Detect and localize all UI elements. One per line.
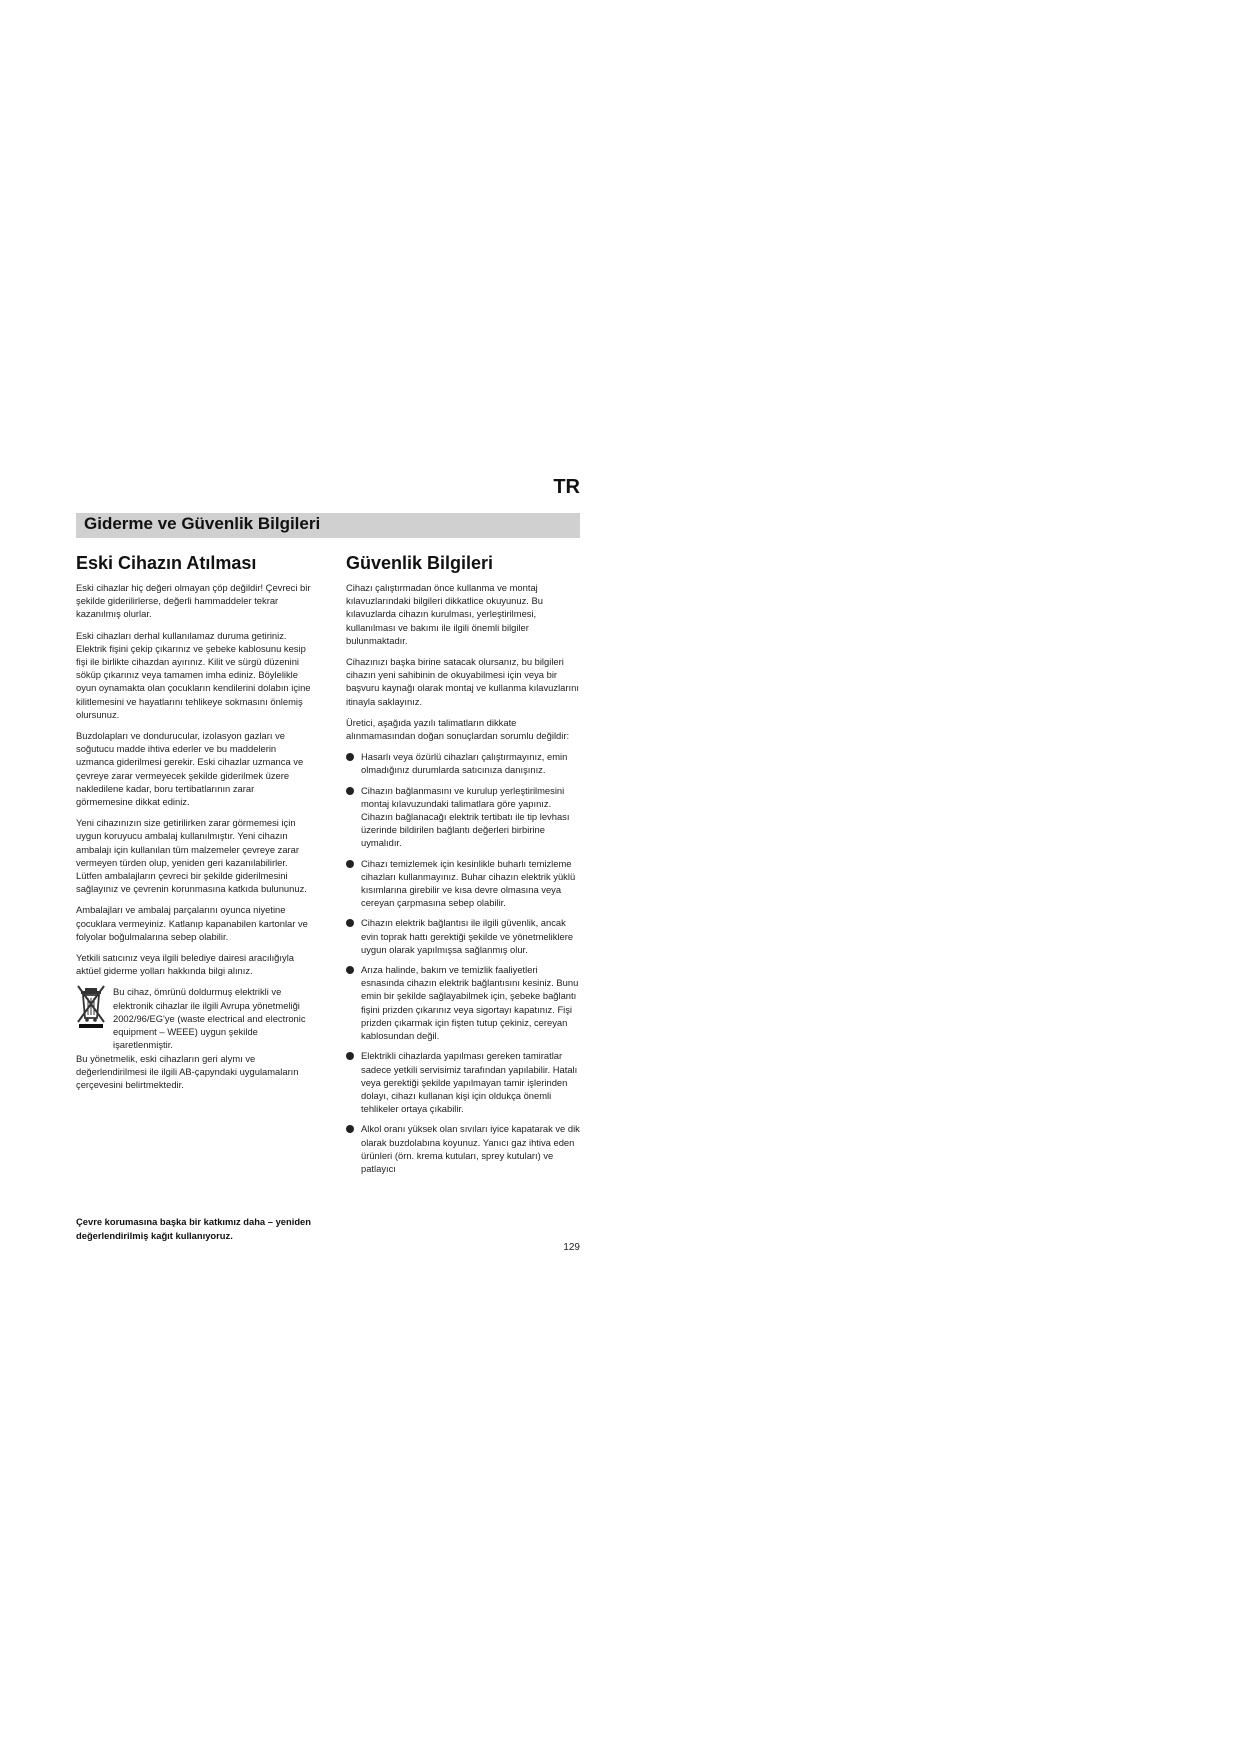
list-item-text: Arıza halinde, bakım ve temizlik faaliyetleri esnasında cihazın elektrik bağlantısını kesiniz. Bunu emin bir şekilde sağlayabilmek için, şebeke bağlantı fişini prizden çıkarınız veya sigortayı kapatınız. Fişi prizden çıkarmak için fişten tutup çekiniz, cereyan kablosundan değil. [361,964,579,1042]
weee-notice [76,985,312,1051]
bullet-icon [346,860,354,868]
bullet-icon [346,1125,354,1133]
disposal-paragraph: Eski cihazlar hiç değeri olmayan çöp değildir! Çevreci bir şekilde giderilirlerse, değerli hammaddeler tekrar kazanılmış olurlar. [76,582,311,620]
safety-paragraph: Cihazı çalıştırmadan önce kullanma ve montaj kılavuzlarındaki bilgileri dikkatlice okuyunuz. Bu kılavuzlarda cihazın kurulması, yerleştirilmesi, kullanılması ve bakımı ile ilgili önemli bilgiler bulunmaktadır. [346,582,543,646]
list-item-text: Cihazın bağlanmasını ve kurulup yerleştirilmesini montaj kılavuzundaki talimatlara göre yapınız. Cihazın bağlanacağı elektrik tertibatı ile tip levhası üzerinde bildirilen bağlantı değerleri birbirine uymalıdır. [361,784,570,849]
disposal-paragraph: Buzdolapları ve dondurucular, izolasyon gazları ve soğutucu madde ihtiva ederler ve bu maddelerin uzmanca giderilmesi gerekir. Eski cihazlar uzmanca ve çevreye zarar vermeyecek şekilde giderilmek üzere nakledilene kadar, boru tertibatlarının zarar görmemesine dikkat ediniz. [76,730,304,808]
safety-paragraph: Cihazınızı başka birine satacak olursanız, bu bilgileri cihazın yeni sahibinin de okuyabilmesi için veya bir başvuru kaynağı olarak montaj ve kullanma kılavuzlarını itinayla saklayınız. [346,656,579,707]
disposal-paragraph: Eski cihazları derhal kullanılamaz duruma getiriniz. Elektrik fişini çekip çıkarınız ve şebeke kablosunu kesip fişi ile birlikte cihazdan ayırınız. Kilit ve sürgü düzenini söküp çıkarınız veya tamamen imha ediniz. Böylelikle oyun oynamakta olan çocukların kendilerini dolabın içine kilitlemesini ve hayatlarını tehlikeye sokmasını önlemiş olursunuz. [76,629,311,720]
safety-paragraph: Üretici, aşağıda yazılı talimatların dikkate alınmamasından doğan sonuçlardan sorumlu değildir: [346,716,570,742]
section-banner [76,513,580,538]
disposal-heading: Eski Cihazın Atılması [76,553,257,573]
bullet-icon [346,1052,354,1060]
list-item-text: Hasarlı veya özürlü cihazları çalıştırmayınız, emin olmadığınız durumlarda satıcınıza danışınız. [361,751,568,776]
weee-text: Bu cihaz, ömrünü doldurmuş elektrikli ve elektronik cihazlar ile ilgili Avrupa yönetmeliği 2002/96/EG'ye (waste electrical and electronic equipment – WEEE) uygun şekilde işaretlenmiştir. [113,986,306,1051]
bullet-icon [346,787,354,795]
language-tag: TR [553,476,580,498]
list-item [346,784,580,850]
list-item-text: Alkol oranı yüksek olan sıvıları iyice kapatarak ve dik olarak buzdolabına koyunuz. Yanıcı gaz ihtiva eden ürünleri (örn. krema kutuları, sprey kutuları) ve patlayıcı [361,1123,580,1174]
bullet-icon [346,919,354,927]
list-item [346,750,580,776]
recycled-paper-note: Çevre korumasına başka bir katkımız daha – yeniden değerlendirilmiş kağıt kullanıyoruz. [76,1216,311,1241]
disposal-column [76,553,312,1099]
page-number: 129 [563,1242,580,1253]
list-item [346,1049,580,1115]
crossed-bin-icon [76,985,106,1029]
safety-column [346,553,580,1182]
safety-heading: Güvenlik Bilgileri [346,553,494,573]
disposal-paragraph: Ambalajları ve ambalaj parçalarını oyunca niyetine çocuklara vermeyiniz. Katlanıp kapanabilen kartonlar ve folyolar boğulmalarına sebep olabilir. [76,904,308,942]
disposal-paragraph: Yeni cihazınızın size getirilirken zarar görmemesi için uygun koruyucu ambalaj kullanılmıştır. Yeni cihazın ambalajı için kullanılan tüm malzemeler çevreye zarar vermeyen türden olup, yeniden geri kazanılabilirler. Lütfen ambalajların çevreci bir şekilde giderilmesini sağlayınız ve çevrenin korunmasına katkıda bulununuz. [76,817,307,895]
list-item-text: Cihazın elektrik bağlantısı ile ilgili güvenlik, ancak evin toprak hattı gerektiği şekilde ve yönetmeliklere uygun olarak yapılmışsa sağlanmış olur. [361,917,574,955]
list-item [346,916,580,956]
weee-directive-note: Bu yönetmelik, eski cihazların geri alymı ve değerlendirilmesi ile ilgili AB-çapyndaki uygulamaların çerçevesini belirtmektedir. [76,1052,299,1090]
list-item [346,963,580,1042]
bullet-icon [346,753,354,761]
list-item-text: Elektrikli cihazlarda yapılması gereken tamiratlar sadece yetkili servisimiz tarafından yapılabilir. Hatalı veya gerektiği şekilde yapılmayan tamir işlerinden dolayı, cihazı kullanan kişi için oldukça önemli tehlikeler ortaya çıkabilir. [361,1050,578,1115]
safety-list [346,750,580,1175]
list-item-text: Cihazı temizlemek için kesinlikle buharlı temizleme cihazları kullanmayınız. Buhar cihazın elektrik yüklü kısımlarına girebilir ve kısa devre olmasına veya cereyan çarpmasına sebep olabilir. [361,857,576,909]
section-title: Giderme ve Güvenlik Bilgileri [84,514,321,533]
disposal-paragraph: Yetkili satıcınız veya ilgili belediye dairesi aracılığıyla aktüel giderme yolları hakkında bilgi alınız. [76,952,294,977]
list-item [346,857,580,910]
list-item [346,1122,580,1175]
bullet-icon [346,966,354,974]
